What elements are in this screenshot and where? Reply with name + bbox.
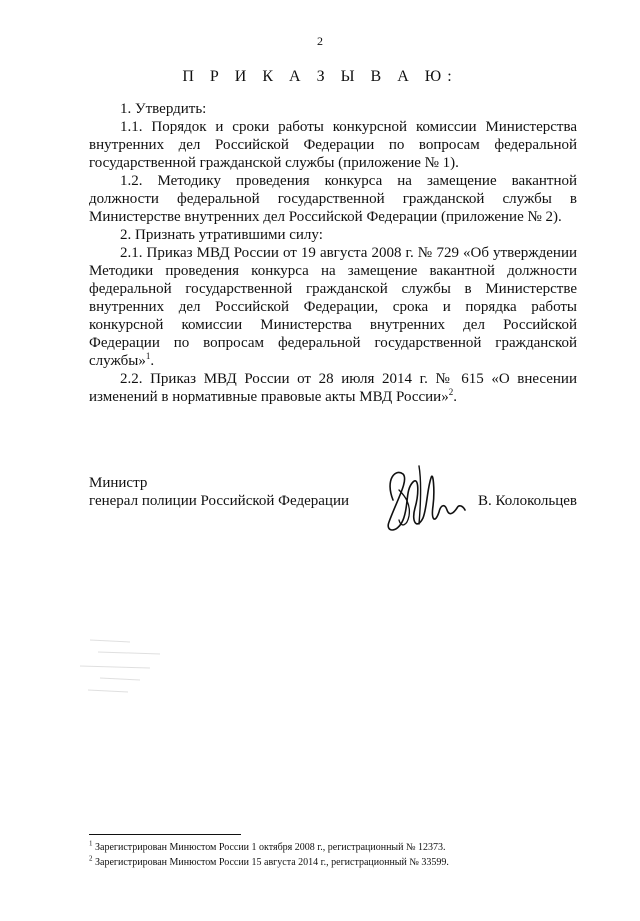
page-number: 2 xyxy=(317,34,323,48)
footnote-text: Зарегистрирован Минюстом России 1 октября 2008 г., регистрационный № 12373. xyxy=(95,842,446,853)
paragraph-2-1 xyxy=(89,244,577,370)
paragraph-text: 2. Признать утратившими силу: xyxy=(120,227,323,243)
footnote-mark: 1 xyxy=(89,839,93,848)
paragraph-text: 1.2. Методику проведения конкурса на замещение вакантной должности федеральной государственной гражданской службы в Министерстве внутренних дел Российской Федерации (приложение № 2). xyxy=(89,173,577,225)
paragraph-text: 1. Утвердить: xyxy=(120,101,207,117)
footnotes xyxy=(89,840,577,870)
paragraph-1-1 xyxy=(89,118,577,172)
footnote-text: Зарегистрирован Минюстом России 15 августа 2014 г., регистрационный № 33599. xyxy=(95,857,449,868)
paragraph-text: 2.1. Приказ МВД России от 19 августа 2008 г. № 729 «Об утверждении Методики проведения конкурса на замещение вакантной должности федеральной государственной гражданской службы в Министерстве внутренних дел Российской Федерации, срока и порядка работы конкурсной комиссии Министерства внутренних дел Российской Федерации по вопросам федеральной государственной гражданской службы» xyxy=(89,245,577,369)
footnote-2 xyxy=(89,855,577,870)
handwritten-signature xyxy=(375,460,470,545)
paragraph-2-2 xyxy=(89,370,577,406)
order-body xyxy=(89,100,577,406)
footnote-ref-2[interactable]: 2 xyxy=(448,387,454,397)
paragraph-text: 2.2. Приказ МВД России от 28 июля 2014 г. № 615 «О внесении изменений в нормативные правовые акты МВД России» xyxy=(89,371,577,405)
footnote-1 xyxy=(89,840,577,855)
paragraph-repeal xyxy=(89,226,577,244)
footnote-ref-1[interactable]: 1 xyxy=(145,351,151,361)
paragraph-tail: . xyxy=(453,389,457,405)
order-heading: П Р И К А З Ы В А Ю: xyxy=(182,68,458,85)
footnote-divider xyxy=(89,834,241,835)
paragraph-text: 1.1. Порядок и сроки работы конкурсной комиссии Министерства внутренних дел Российской Федерации по вопросам федеральной государственной гражданской службы (приложение № 1). xyxy=(89,119,577,171)
faded-stamp xyxy=(70,630,180,710)
paragraph-1-2 xyxy=(89,172,577,226)
paragraph-tail: . xyxy=(150,353,155,369)
signature-block xyxy=(89,474,577,510)
paragraph-approve xyxy=(89,100,577,118)
signatory-position: Министр xyxy=(89,475,148,491)
signatory-name: В. Колокольцев xyxy=(478,493,577,509)
footnote-mark: 2 xyxy=(89,854,93,863)
signatory-rank: генерал полиции Российской Федерации xyxy=(89,493,350,509)
